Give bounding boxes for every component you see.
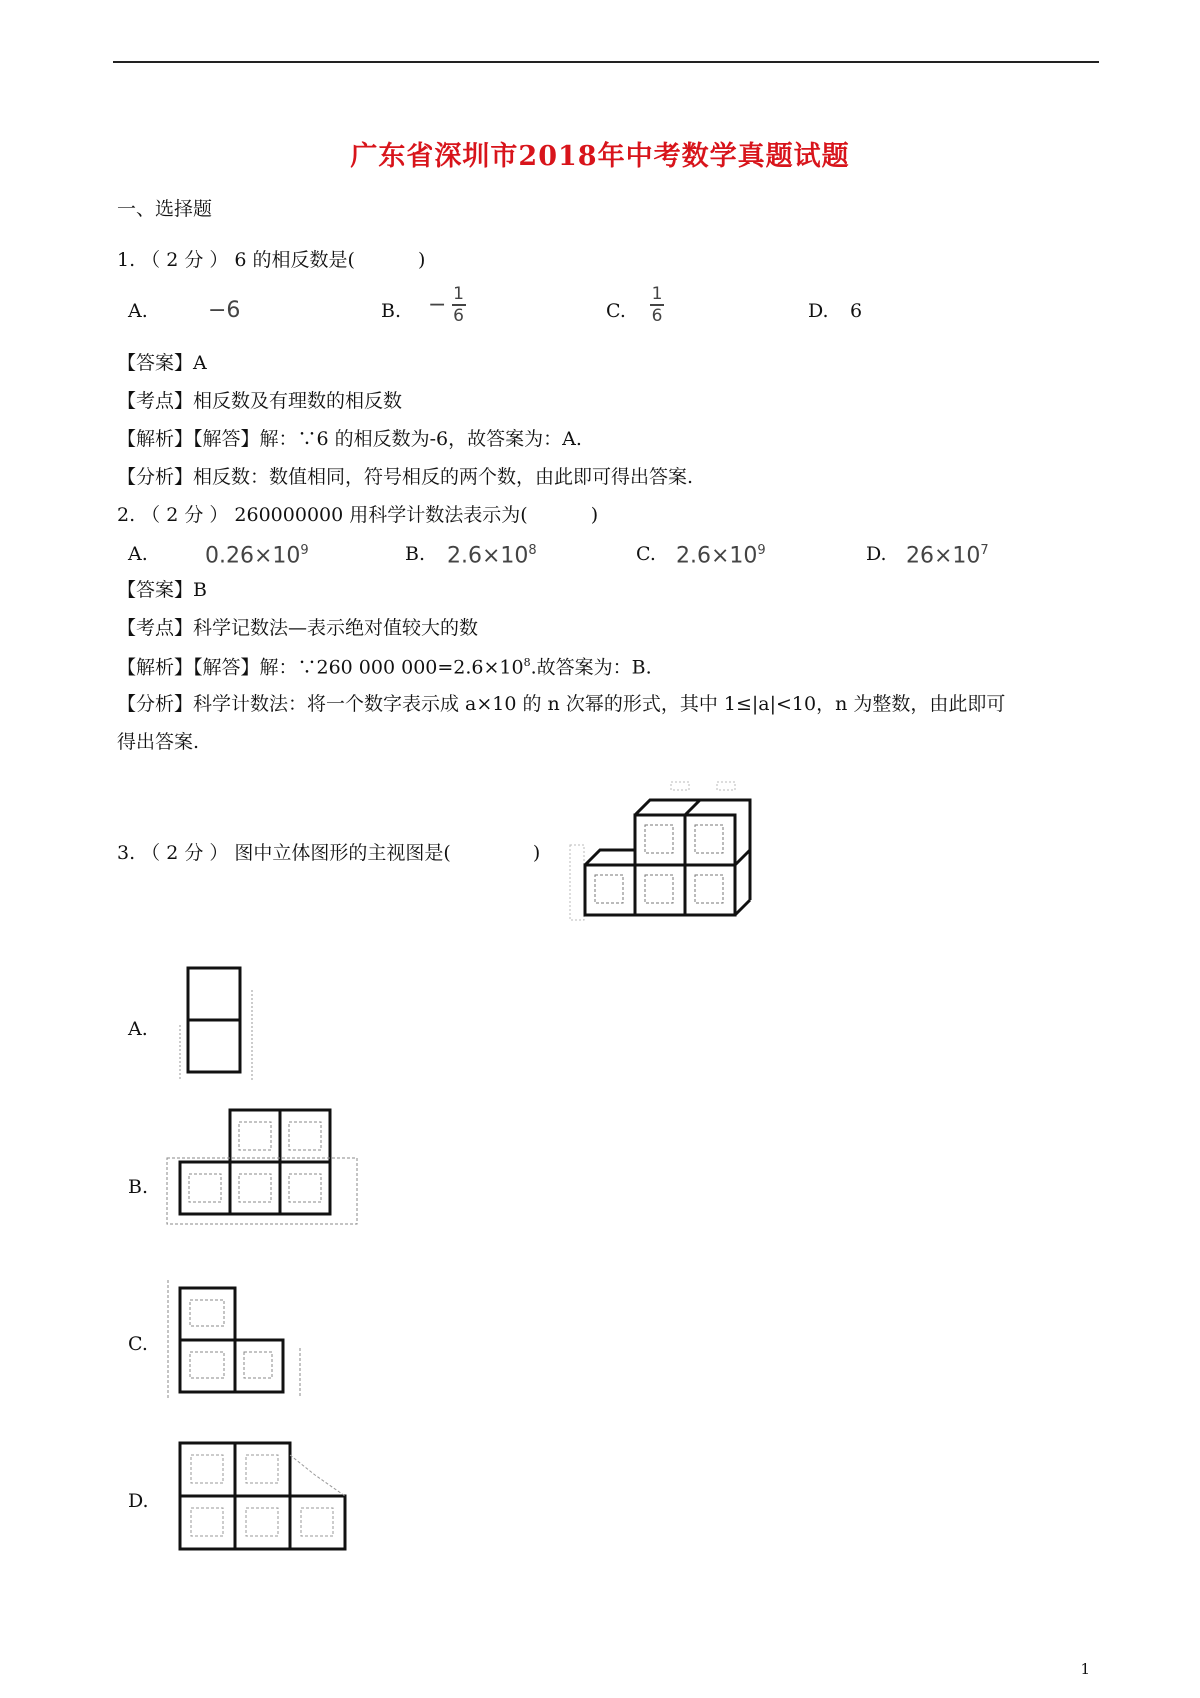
- q3-option-c-figure: [160, 1268, 320, 1408]
- q2-option-a-label: A.: [128, 543, 148, 565]
- q2-stem: 2. （ 2 分 ） 260000000 用科学计数法表示为( ): [117, 504, 599, 526]
- q1-option-d-value: 6: [850, 300, 863, 322]
- q1-option-c-label: C.: [606, 300, 626, 322]
- q1-point: 【考点】相反数及有理数的相反数: [117, 390, 403, 412]
- q1-option-b-label: B.: [381, 300, 402, 322]
- q1-option-b-math: − $\frac{1}{6}$: [428, 284, 464, 326]
- q1-option-a-label: A.: [128, 300, 148, 322]
- q2-option-b-label: B.: [405, 543, 426, 565]
- q2-option-a-math: $0.26\times 10^9$: [205, 543, 309, 569]
- q3-option-d-figure: [165, 1425, 365, 1575]
- q1-answer: 【答案】A: [117, 352, 207, 374]
- page-title: 广东省深圳市2018年中考数学真题试题: [350, 141, 850, 172]
- q2-answer: 【答案】B: [117, 579, 207, 601]
- q2-option-c-label: C.: [636, 543, 656, 565]
- q1-option-a-math: −6: [208, 298, 241, 323]
- q1-note: 【分析】相反数：数值相同，符号相反的两个数，由此即可得出答案.: [117, 466, 694, 488]
- q3-stem: 3. （ 2 分 ） 图中立体图形的主视图是( ): [117, 842, 541, 864]
- q2-note-line2: 得出答案.: [117, 731, 200, 753]
- section-heading: 一、选择题: [117, 198, 213, 220]
- q2-option-c-math: $2.6\times 10^9$: [676, 543, 766, 569]
- q3-option-d-label: D.: [128, 1490, 149, 1512]
- q3-option-a-figure: [180, 960, 260, 1085]
- q3-solid-figure: [565, 770, 780, 930]
- q2-analysis: 【解析】【解答】解：∵260 000 $000=2.6\times 10^8$.故答案为：B.: [117, 656, 652, 679]
- q3-option-b-figure: [165, 1100, 365, 1250]
- q2-point: 【考点】科学记数法—表示绝对值较大的数: [117, 617, 479, 639]
- q1-option-c-math: $\frac{1}{6}$: [651, 284, 663, 326]
- q3-option-b-label: B.: [128, 1176, 149, 1198]
- q2-option-d-label: D.: [866, 543, 887, 565]
- q1-analysis: 【解析】【解答】解：∵6 的相反数为-6，故答案为：A.: [117, 428, 582, 450]
- q2-option-b-math: $2.6\times 10^8$: [447, 543, 537, 569]
- q1-stem: 1. （ 2 分 ） 6 的相反数是( ): [117, 249, 426, 271]
- q1-option-d-label: D.: [808, 300, 829, 322]
- q2-option-d-math: $26\times 10^7$: [906, 543, 989, 569]
- q3-option-c-label: C.: [128, 1333, 148, 1355]
- page-number: 1: [1080, 1660, 1090, 1678]
- q3-option-a-label: A.: [128, 1018, 148, 1040]
- q2-note-line1: 【分析】科学计数法：将一个数字表示成 a×10 的 n 次幂的形式，其中 1≤|a|<10，n 为整数，由此即可: [117, 693, 1006, 715]
- header-rule: [113, 61, 1099, 63]
